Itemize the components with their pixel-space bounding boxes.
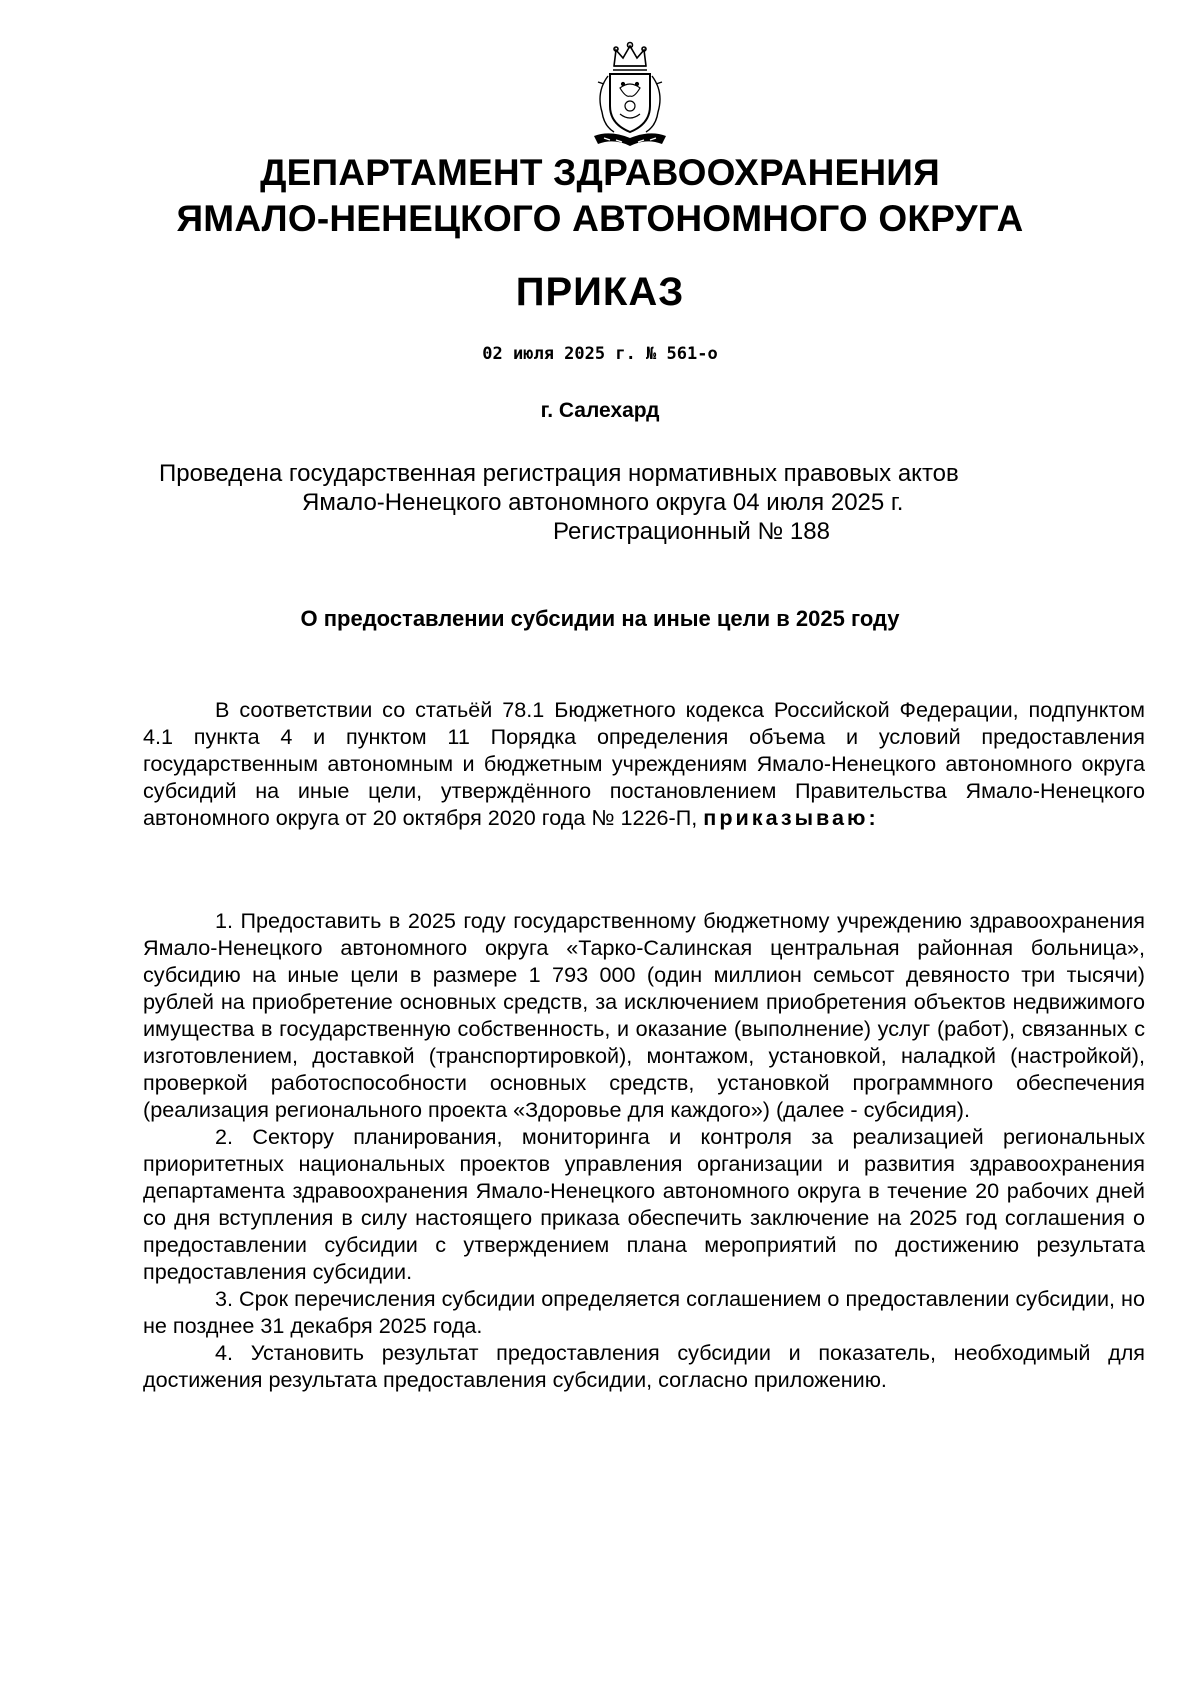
city-name: г. Салехард — [540, 399, 660, 422]
order-subject: О предоставлении субсидии на иные цели в 2025 году — [300, 606, 900, 631]
registration-line-2: Ямало-Ненецкого автономного округа 04 июля 2025 г. — [302, 489, 904, 516]
org-name-line-1: ДЕПАРТАМЕНТ ЗДРАВООХРАНЕНИЯ — [260, 152, 940, 193]
order-item-3: 3. Срок перечисления субсидии определяется соглашением о предоставлении субсидии, но не позднее 31 декабря 2025 года. — [143, 1286, 1145, 1338]
order-item-4: 4. Установить результат предоставления субсидии и показатель, необходимый для достижения результата предоставления субсидии, согласно приложению. — [143, 1340, 1145, 1392]
document-type-title: ПРИКАЗ — [515, 270, 685, 314]
order-items — [143, 907, 1145, 1393]
registration-number: Регистрационный № 188 — [553, 518, 830, 545]
coat-of-arms-icon — [590, 40, 670, 148]
registration-line-1: Проведена государственная регистрация нормативных правовых актов — [159, 460, 959, 487]
order-item-2: 2. Сектору планирования, мониторинга и контроля за реализацией региональных приоритетных национальных проектов управления организации и развития здравоохранения департамента здравоохранения Ямало-Ненецкого автономного округа в течение 20 рабочих дней со дня вступления в силу настоящего приказа обеспечить заключение на 2025 год соглашения о предоставлении субсидии с утверждением плана мероприятий по достижению результата предоставления субсидии. — [143, 1124, 1145, 1284]
order-item-1: 1. Предоставить в 2025 году государственному бюджетному учреждению здравоохранения Ямало-Ненецкого автономного округа «Тарко-Салинская центральная районная больница», субсидию на иные цели в размере 1 793 000 (один миллион семьсот девяносто три тысячи) рублей на приобретение основных средств, за исключением приобретения объектов недвижимого имущества в государственную собственность, и оказание (выполнение) услуг (работ), связанных с изготовлением, доставкой (транспортировкой), монтажом, установкой, наладкой (настройкой), проверкой работоспособности основных средств, установкой программного обеспечения (реализация регионального проекта «Здоровье для каждого») (далее - субсидия). — [143, 908, 1145, 1122]
date-and-number: 02 июля 2025 г. № 561-о — [482, 344, 718, 364]
preamble — [143, 696, 1145, 831]
preamble-text: В соответствии со статьёй 78.1 Бюджетного кодекса Российской Федерации, подпунктом 4.1 пункта 4 и пунктом 11 Порядка определения объема и условий предоставления государственным автономным и бюджетным учреждениям Ямало-Ненецкого автономного округа субсидий на иные цели, утверждённого постановлением Правительства Ямало-Ненецкого автономного округа от 20 октября 2020 года № 1226-П, — [143, 697, 1145, 830]
order-keyword: приказываю: — [703, 805, 879, 830]
org-name-line-2: ЯМАЛО-НЕНЕЦКОГО АВТОНОМНОГО ОКРУГА — [176, 198, 1024, 239]
preamble-paragraph — [143, 696, 1145, 831]
